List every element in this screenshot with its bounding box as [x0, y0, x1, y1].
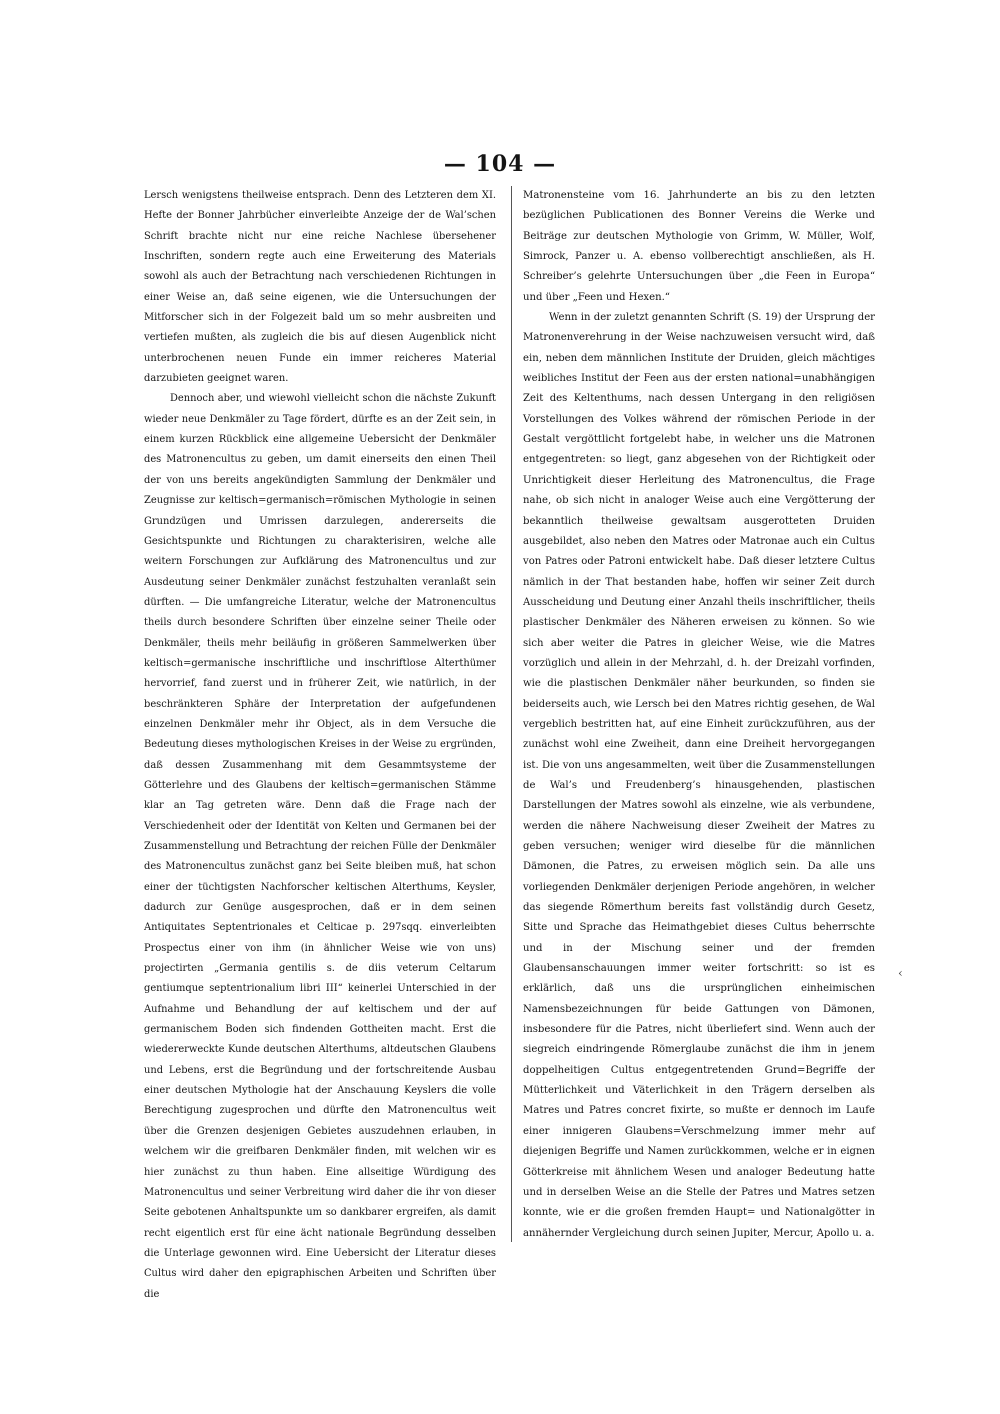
right-column — [523, 186, 875, 1244]
margin-mark: ‹ — [898, 966, 903, 980]
left-column — [144, 186, 496, 1305]
page-number: — 104 — — [443, 151, 557, 177]
paragraph: Wenn in der zuletzt genannten Schrift (S. 19) der Ursprung der Matronenverehrung in der Weise nachzuweisen versucht wird, daß ein, neben dem männlichen Institute der Druiden, gleich mächtiges weibliches Institut der Feen aus der ersten national=unabhängigen Zeit des Keltenthums, nach dessen Untergang in den religiösen Vorstellungen des Volkes während der römischen Periode in der Gestalt vergöttlicht fortgelebt habe, in welcher uns die Matronen entgegentreten: so liegt, ganz abgesehen von der Richtigkeit oder Unrichtigkeit dieser Herleitung des Matronencultus, die Frage nahe, ob sich nicht in analoger Weise auch eine Vergötterung der bekanntlich theilweise gewaltsam ausgerotteten Druiden ausgebildet, also neben den Matres oder Matronae auch ein Cultus von Patres oder Patroni entwickelt habe. Daß dieser letztere Cultus nämlich in der That bestanden habe, hoffen wir seiner Zeit durch Ausscheidung und Deutung einer Anzahl theils inschriftlicher, theils plastischer Denkmäler des Näheren erweisen zu können. So wie sich aber weiter die Patres in gleicher Weise, wie die Matres vorzüglich und allein in der Mehrzahl, d. h. der Dreizahl vorfinden, wie die plastischen Denkmäler näher beurkunden, so finden sie beiderseits auch, wie Lersch bei den Matres richtig gesehen, de Wal vergeblich bestritten hat, auf eine Einheit zurückzuführen, aus der zunächst wohl eine Zweiheit, dann eine Dreiheit hervorgegangen ist. Die von uns angesammelten, weit über die Zusammenstellungen de Wal’s und Freudenberg’s hinausgehenden, plastischen Darstellungen der Matres sowohl als einzelne, wie als verbundene, werden die nähere Nachweisung dieser Zweiheit der Matres zu geben versuchen; weniger wird dieselbe für die männlichen Dämonen, die Patres, zu erweisen möglich sein. Da alle uns vorliegenden Denkmäler derjenigen Periode angehören, in welcher das siegende Römerthum bereits fast vollständig durch Gesetz, Sitte und Sprache das Heimathgebiet dieses Cultus beherrschte und in der Mischung seiner und der fremden Glaubensanschauungen immer weiter fortschritt: so ist es erklärlich, daß uns die ursprünglichen einheimischen Namensbezeichnungen für beide Gattungen von Dämonen, insbesondere für die Patres, nicht überliefert sind. Wenn auch der siegreich eindringende Römerglaube zunächst die ihm in jenem doppelheitigen Cultus entgegentretenden Grund=Begriffe der Mütterlichkeit und Väterlichkeit in den Trägern derselben als Matres und Patres concret fixirte, so mußte er dennoch im Laufe einer innigeren Glaubens=Verschmelzung immer mehr auf diejenigen Begriffe und Namen zurückkommen, welche er in eignen Götterkreise mit ähnlichem Wesen und analoger Bedeutung hatte und in derselben Weise an die Stelle der Patres und Matres setzen konnte, wie er die großen fremden Haupt= und Nationalgötter in annähernder Vergleichung durch seinen Jupiter, Mercur, Apollo u. a. — [523, 312, 875, 1239]
paragraph: Lersch wenigstens theilweise entsprach. Denn des Letzteren dem XI. Hefte der Bonner Jahrbücher einverleibte Anzeige der de Wal’schen Schrift brachte nicht nur eine reiche Nachlese übersehener Inschriften, sondern regte auch eine Erweiterung des Materials sowohl als auch der Betrachtung nach verschiedenen Richtungen in einer Weise an, daß seine eigenen, wie die Untersuchungen der Mitforscher sich in der Folgezeit bald um so mehr ausbreiten und vertiefen mußten, als zugleich die bis auf diesen Augenblick nicht unterbrochenen neuen Funde ein immer reicheres Material darzubieten geeignet waren. — [144, 190, 496, 385]
paragraph: Matronensteine vom 16. Jahrhunderte an bis zu den letzten bezüglichen Publicationen des Bonner Vereins die Werke und Beiträge zur deutschen Mythologie von Grimm, W. Müller, Wolf, Simrock, Panzer u. A. ebenso vollberechtigt anschließen, als H. Schreiber’s gelehrte Untersuchungen über „die Feen in Europa“ und über „Feen und Hexen.“ — [523, 190, 875, 303]
paragraph: Dennoch aber, und wiewohl vielleicht schon die nächste Zukunft wieder neue Denkmäler zu Tage fördert, dürfte es an der Zeit sein, in einem kurzen Rückblick eine allgemeine Uebersicht der Denkmäler des Matronencultus zu geben, um damit einerseits den einen Theil der von uns bereits angekündigten Sammlung der Denkmäler und Zeugnisse zur keltisch=germanisch=römischen Mythologie in seinen Grundzügen und Umrissen darzulegen, andererseits die Gesichtspunkte und Richtungen zu charakterisiren, welche alle weitern Forschungen zur Aufklärung des Matronencultus und zur Ausdeutung seiner Denkmäler zunächst festzuhalten veranlaßt sein dürften. — Die umfangreiche Literatur, welche der Matronencultus theils durch besondere Schriften über einzelne seiner Theile oder Denkmäler, theils mehr beiläufig in größeren Sammelwerken über keltisch=germanische inschriftliche und inschriftlose Alterthümer hervorrief, fand zuerst und in früherer Zeit, wie natürlich, in der beschränkteren Sphäre der Interpretation der aufgefundenen einzelnen Denkmäler mehr ihr Object, als in dem Versuche die Bedeutung dieses mythologischen Kreises in der Weise zu ergründen, daß dessen Zusammenhang mit dem Gesammtsysteme der Götterlehre und des Glaubens der keltisch=germanischen Stämme klar an Tag getreten wäre. Denn daß die Frage nach der Verschiedenheit oder der Identität von Kelten und Germanen bei der Zusammenstellung und Betrachtung der reichen Fülle der Denkmäler des Matronencultus zunächst ganz bei Seite bleiben muß, hat schon einer der tüchtigsten Nachforscher keltischen Alterthums, Keysler, dadurch zur Genüge ausgesprochen, daß er in dem seinen Antiquitates Septentrionales et Celticae p. 297sqq. einverleibten Prospectus einer von ihm (in ähnlicher Weise wie von uns) projectirten „Germania gentilis s. de diis veterum Celtarum gentiumque septentrionalium libri III“ keinerlei Unterschied in der Aufnahme und Behandlung der auf keltischem und der auf germanischem Boden sich findenden Gottheiten macht. Erst die wiedererweckte Kunde deutschen Alterthums, altdeutschen Glaubens und Lebens, erst die Begründung und der fortschreitende Ausbau einer deutschen Mythologie hat der Anschauung Keyslers die volle Berechtigung zugesprochen und dürfte den Matronencultus weit über die Grenzen desjenigen Gebietes auszudehnen erlauben, in welchem wir die greifbaren Denkmäler finden, mit welchen wir es hier zunächst zu thun haben. Eine allseitige Würdigung des Matronencultus und seiner Verbreitung wird daher die ihr von dieser Seite gebotenen Anhaltspunkte um so dankbarer ergreifen, als damit recht eigentlich erst für eine ächt nationale Begründung desselben die Unterlage gewonnen wird. Eine Uebersicht der Literatur dieses Cultus wird daher den epigraphischen Arbeiten und Schriften über die — [144, 393, 496, 1300]
column-divider — [511, 186, 512, 1242]
